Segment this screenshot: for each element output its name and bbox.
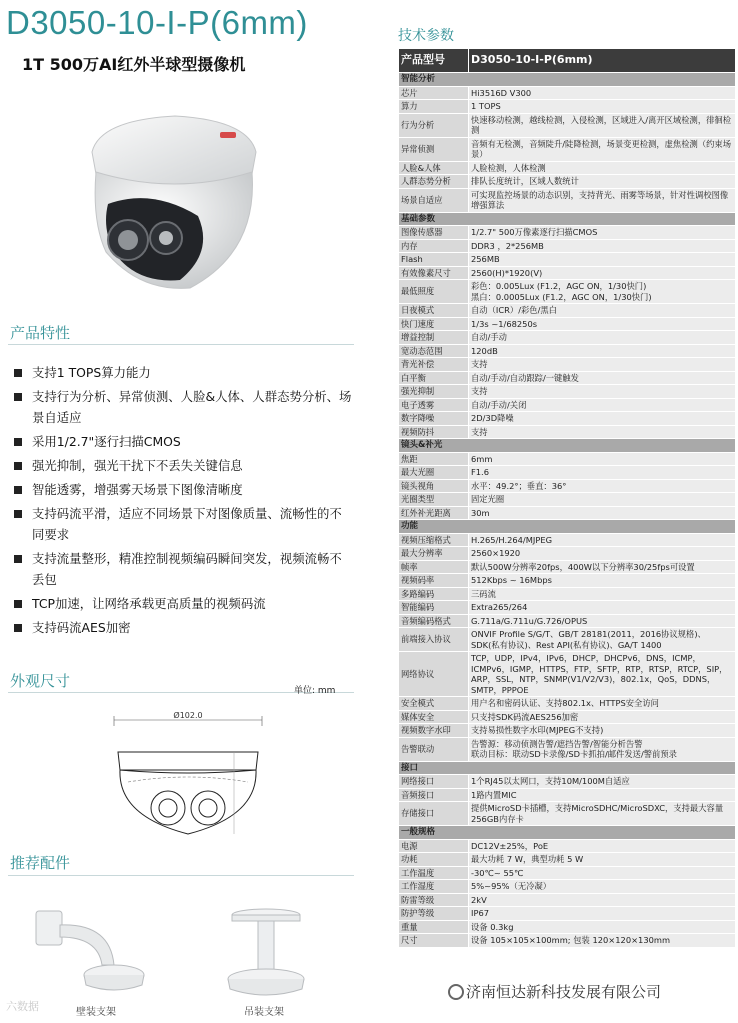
- spec-key: 最大分辨率: [399, 547, 469, 561]
- spec-value: 音频有无检测，音频陡升/陡降检测，场景变更检测，虚焦检测（约束场景）: [469, 137, 736, 161]
- spec-value: DC12V±25%，PoE: [469, 839, 736, 853]
- spec-value: -30℃~ 55℃: [469, 866, 736, 880]
- spec-row: [399, 710, 736, 724]
- feature-item: [12, 386, 354, 428]
- spec-value: 支持易损性数字水印(MJPEG不支持): [469, 724, 736, 738]
- spec-key: 媒体安全: [399, 710, 469, 724]
- spec-row: [399, 466, 736, 480]
- spec-key: 强光抑制: [399, 385, 469, 399]
- spec-key: 图像传感器: [399, 226, 469, 240]
- spec-row: [399, 100, 736, 114]
- spec-key: 视频防抖: [399, 425, 469, 439]
- spec-value: 2kV: [469, 893, 736, 907]
- spec-key: 帧率: [399, 560, 469, 574]
- spec-key: 芯片: [399, 86, 469, 100]
- feature-item: [12, 617, 354, 638]
- spec-category: 功能: [399, 520, 736, 534]
- spec-row: [399, 853, 736, 867]
- spec-row: [399, 547, 736, 561]
- feature-item: [12, 362, 354, 383]
- spec-key: Flash: [399, 253, 469, 267]
- spec-key: 数字降噪: [399, 412, 469, 426]
- spec-category-row: [399, 439, 736, 453]
- spec-key: 视频数字水印: [399, 724, 469, 738]
- spec-category-row: [399, 520, 736, 534]
- feature-item: [12, 593, 354, 614]
- spec-value: 人脸检测，人体检测: [469, 161, 736, 175]
- feature-item: [12, 431, 354, 452]
- feature-text: TCP加速，让网络承载更高质量的视频码流: [32, 596, 266, 611]
- spec-value: 5%~95%（无冷凝）: [469, 880, 736, 894]
- spec-value: ONVIF Profile S/G/T、GB/T 28181(2011，2016协议规格)、SDK(私有协议)、Rest API(私有协议)、GA/T 1400: [469, 628, 736, 652]
- spec-key: 最大光圈: [399, 466, 469, 480]
- spec-heading: 技术参数: [398, 28, 454, 44]
- spec-value: 1 TOPS: [469, 100, 736, 114]
- spec-row: [399, 737, 736, 761]
- accessories-heading: 推荐配件: [10, 854, 71, 872]
- spec-value: 自动/手动: [469, 331, 736, 345]
- bullet-icon: [14, 462, 22, 470]
- spec-row: [399, 697, 736, 711]
- feature-text: 支持1 TOPS算力能力: [32, 365, 151, 380]
- spec-row: [399, 86, 736, 100]
- features-divider: [8, 344, 354, 345]
- spec-row: [399, 371, 736, 385]
- spec-value: TCP，UDP，IPv4，IPv6，DHCP，DHCPv6，DNS，ICMP，ICMPv6，IGMP，HTTPS，FTP，SFTP，RTP，RTSP，RTCP，SIP，ARP，SSL，NTP，SNMP(V1/V2/V3)，802.1x，QoS，DDNS，SMTP，PPPOE: [469, 652, 736, 697]
- spec-row: [399, 412, 736, 426]
- feature-text: 支持行为分析、异常侦测、人脸&人体、人群态势分析、场景自适应: [32, 389, 352, 425]
- spec-row: [399, 880, 736, 894]
- spec-value: 支持: [469, 425, 736, 439]
- spec-row: [399, 775, 736, 789]
- spec-row: [399, 920, 736, 934]
- bullet-icon: [14, 486, 22, 494]
- spec-key: 视频压缩格式: [399, 533, 469, 547]
- spec-row: [399, 113, 736, 137]
- spec-row: [399, 452, 736, 466]
- feature-item: [12, 548, 354, 590]
- spec-row: [399, 802, 736, 826]
- watermark-left: 六数据: [6, 1000, 39, 1013]
- feature-item: [12, 503, 354, 545]
- spec-value: Hi3516D V300: [469, 86, 736, 100]
- spec-key: 网络接口: [399, 775, 469, 789]
- dimensions-heading: 外观尺寸: [10, 672, 71, 690]
- dimension-drawing: [108, 712, 268, 842]
- spec-key: 工作温度: [399, 866, 469, 880]
- spec-category: 智能分析: [399, 73, 736, 87]
- model-title: D3050-10-I-P(6mm): [6, 4, 308, 41]
- spec-category-row: [399, 73, 736, 87]
- spec-key: 焦距: [399, 452, 469, 466]
- spec-row: [399, 533, 736, 547]
- spec-row: [399, 907, 736, 921]
- spec-key: 镜头视角: [399, 479, 469, 493]
- spec-row: [399, 628, 736, 652]
- spec-row: [399, 175, 736, 189]
- spec-key: 功耗: [399, 853, 469, 867]
- spec-value: 默认500W分辨率20fps，400W以下分辨率30/25fps可设置: [469, 560, 736, 574]
- bullet-icon: [14, 393, 22, 401]
- spec-key: 最低照度: [399, 280, 469, 304]
- spec-key: 网络协议: [399, 652, 469, 697]
- product-subtitle: 1T 500万AI红外半球型摄像机: [22, 55, 246, 74]
- spec-key: 日夜模式: [399, 304, 469, 318]
- spec-value: 固定光圈: [469, 493, 736, 507]
- spec-key: 电子透雾: [399, 398, 469, 412]
- spec-row: [399, 358, 736, 372]
- spec-row: [399, 226, 736, 240]
- spec-key: 存储接口: [399, 802, 469, 826]
- spec-key: 白平衡: [399, 371, 469, 385]
- spec-value: 30m: [469, 506, 736, 520]
- spec-row: [399, 614, 736, 628]
- spec-row: [399, 506, 736, 520]
- spec-key: 工作湿度: [399, 880, 469, 894]
- spec-row: [399, 493, 736, 507]
- spec-value: 支持: [469, 358, 736, 372]
- spec-value: 三码流: [469, 587, 736, 601]
- spec-row: [399, 724, 736, 738]
- spec-key: 宽动态范围: [399, 344, 469, 358]
- spec-row: [399, 239, 736, 253]
- spec-row: [399, 137, 736, 161]
- spec-value: 自动/手动/自动跟踪/一键触发: [469, 371, 736, 385]
- spec-row: [399, 253, 736, 267]
- spec-key: 增益控制: [399, 331, 469, 345]
- spec-key: 重量: [399, 920, 469, 934]
- spec-key: 快门速度: [399, 317, 469, 331]
- spec-value: 排队长度统计，区域人数统计: [469, 175, 736, 189]
- spec-value: 彩色：0.005Lux (F1.2，AGC ON，1/30快门) 黑白：0.0005Lux (F1.2，AGC ON，1/30快门): [469, 280, 736, 304]
- spec-value: 1/2.7" 500万像素逐行扫描CMOS: [469, 226, 736, 240]
- spec-row: [399, 839, 736, 853]
- feature-text: 支持码流平滑，适应不同场景下对图像质量、流畅性的不同要求: [32, 506, 342, 542]
- spec-category-row: [399, 826, 736, 840]
- spec-category: 一般规格: [399, 826, 736, 840]
- spec-key: 告警联动: [399, 737, 469, 761]
- spec-row: [399, 317, 736, 331]
- bullet-icon: [14, 600, 22, 608]
- spec-row: [399, 161, 736, 175]
- spec-value: G.711a/G.711u/G.726/OPUS: [469, 614, 736, 628]
- spec-key: 前端接入协议: [399, 628, 469, 652]
- bullet-icon: [14, 624, 22, 632]
- spec-value: H.265/H.264/MJPEG: [469, 533, 736, 547]
- spec-key: 场景自适应: [399, 188, 469, 212]
- spec-row: [399, 479, 736, 493]
- spec-key: 内存: [399, 239, 469, 253]
- spec-value: 设备 105×105×100mm; 包装 120×120×130mm: [469, 934, 736, 948]
- spec-key: 防雷等级: [399, 893, 469, 907]
- spec-row: [399, 398, 736, 412]
- spec-category-row: [399, 212, 736, 226]
- spec-category: 镜头&补光: [399, 439, 736, 453]
- spec-row: [399, 652, 736, 697]
- feature-item: [12, 479, 354, 500]
- spec-category: 接口: [399, 761, 736, 775]
- spec-value: 2560×1920: [469, 547, 736, 561]
- spec-row: [399, 601, 736, 615]
- watermark-right: [446, 981, 663, 1002]
- spec-header-key: 产品型号: [399, 49, 469, 73]
- accessories-divider: [8, 875, 354, 876]
- bullet-icon: [14, 510, 22, 518]
- spec-value: 支持: [469, 385, 736, 399]
- wall-mount-image: [30, 905, 150, 1010]
- spec-value: 1/3s ~1/68250s: [469, 317, 736, 331]
- spec-value: 1路内置MIC: [469, 788, 736, 802]
- spec-value: 提供MicroSD卡插槽，支持MicroSDHC/MicroSDXC，支持最大容量256GB内存卡: [469, 802, 736, 826]
- spec-value: 512Kbps ~ 16Mbps: [469, 574, 736, 588]
- spec-key: 有效像素尺寸: [399, 266, 469, 280]
- watermark-right-text: 济南恒达新科技发展有限公司: [466, 983, 662, 1001]
- spec-header-value: D3050-10-I-P(6mm): [469, 49, 736, 73]
- spec-value: 快速移动检测，越线检测，入侵检测，区域进入/离开区域检测，徘徊检测: [469, 113, 736, 137]
- feature-item: [12, 455, 354, 476]
- spec-key: 红外补光距离: [399, 506, 469, 520]
- unit-label: 单位: mm: [294, 686, 336, 696]
- camera-image: [80, 112, 270, 297]
- spec-key: 音频接口: [399, 788, 469, 802]
- wall-mount-label: 壁装支架: [76, 1007, 116, 1018]
- spec-value: 120dB: [469, 344, 736, 358]
- spec-key: 光圈类型: [399, 493, 469, 507]
- spec-row: [399, 304, 736, 318]
- spec-key: 人脸&人体: [399, 161, 469, 175]
- spec-row: [399, 331, 736, 345]
- pendant-mount-image: [206, 905, 326, 1010]
- spec-key: 安全模式: [399, 697, 469, 711]
- spec-row: [399, 788, 736, 802]
- spec-header-row: [399, 49, 736, 73]
- spec-value: IP67: [469, 907, 736, 921]
- spec-value: F1.6: [469, 466, 736, 480]
- spec-row: [399, 560, 736, 574]
- spec-value: 6mm: [469, 452, 736, 466]
- spec-key: 音频编码格式: [399, 614, 469, 628]
- spec-row: [399, 266, 736, 280]
- spec-category-row: [399, 761, 736, 775]
- spec-row: [399, 280, 736, 304]
- spec-key: 视频码率: [399, 574, 469, 588]
- feature-list: [12, 362, 354, 641]
- spec-key: 尺寸: [399, 934, 469, 948]
- spec-value: 1个RJ45以太网口，支持10M/100M自适应: [469, 775, 736, 789]
- bullet-icon: [14, 369, 22, 377]
- spec-value: 水平：49.2°；垂直：36°: [469, 479, 736, 493]
- spec-value: DDR3 ，2*256MB: [469, 239, 736, 253]
- spec-value: 设备 0.3kg: [469, 920, 736, 934]
- spec-key: 背光补偿: [399, 358, 469, 372]
- spec-value: 最大功耗 7 W，典型功耗 5 W: [469, 853, 736, 867]
- spec-value: 告警源：移动侦测告警/遮挡告警/智能分析告警 联动目标：联动SD卡录像/SD卡抓拍/邮件发送/警前预录: [469, 737, 736, 761]
- pendant-mount-label: 吊装支架: [244, 1007, 284, 1018]
- spec-value: 2D/3D降噪: [469, 412, 736, 426]
- spec-key: 人群态势分析: [399, 175, 469, 189]
- spec-body: [399, 49, 736, 948]
- spec-key: 防护等级: [399, 907, 469, 921]
- feature-text: 采用1/2.7"逐行扫描CMOS: [32, 434, 181, 449]
- spec-row: [399, 893, 736, 907]
- spec-row: [399, 934, 736, 948]
- spec-key: 电源: [399, 839, 469, 853]
- feature-text: 智能透雾，增强雾天场景下图像清晰度: [32, 482, 243, 497]
- spec-value: 可实现监控场景的动态识别，支持背光、雨雾等场景，针对性调校图像增强算法: [469, 188, 736, 212]
- spec-table: [398, 48, 736, 948]
- wechat-icon: [448, 984, 464, 1000]
- width-label: Ø102.0: [173, 712, 203, 720]
- feature-text: 强光抑制，强光干扰下不丢失关键信息: [32, 458, 243, 473]
- feature-text: 支持码流AES加密: [32, 620, 131, 635]
- spec-key: 异常侦测: [399, 137, 469, 161]
- spec-row: [399, 866, 736, 880]
- bullet-icon: [14, 438, 22, 446]
- feature-text: 支持流量整形，精准控制视频编码瞬间突发，视频流畅不丢包: [32, 551, 342, 587]
- spec-value: 用户名和密码认证、支持802.1x、HTTPS安全访问: [469, 697, 736, 711]
- spec-row: [399, 188, 736, 212]
- spec-value: 2560(H)*1920(V): [469, 266, 736, 280]
- spec-row: [399, 587, 736, 601]
- spec-category: 基础参数: [399, 212, 736, 226]
- spec-key: 智能编码: [399, 601, 469, 615]
- spec-row: [399, 574, 736, 588]
- spec-row: [399, 344, 736, 358]
- spec-row: [399, 385, 736, 399]
- bullet-icon: [14, 555, 22, 563]
- spec-row: [399, 425, 736, 439]
- spec-key: 多路编码: [399, 587, 469, 601]
- spec-value: 只支持SDK码流AES256加密: [469, 710, 736, 724]
- spec-key: 行为分析: [399, 113, 469, 137]
- spec-key: 算力: [399, 100, 469, 114]
- features-heading: 产品特性: [10, 324, 71, 342]
- spec-value: 自动（ICR）/彩色/黑白: [469, 304, 736, 318]
- spec-value: Extra265/264: [469, 601, 736, 615]
- spec-value: 256MB: [469, 253, 736, 267]
- spec-value: 自动/手动/关闭: [469, 398, 736, 412]
